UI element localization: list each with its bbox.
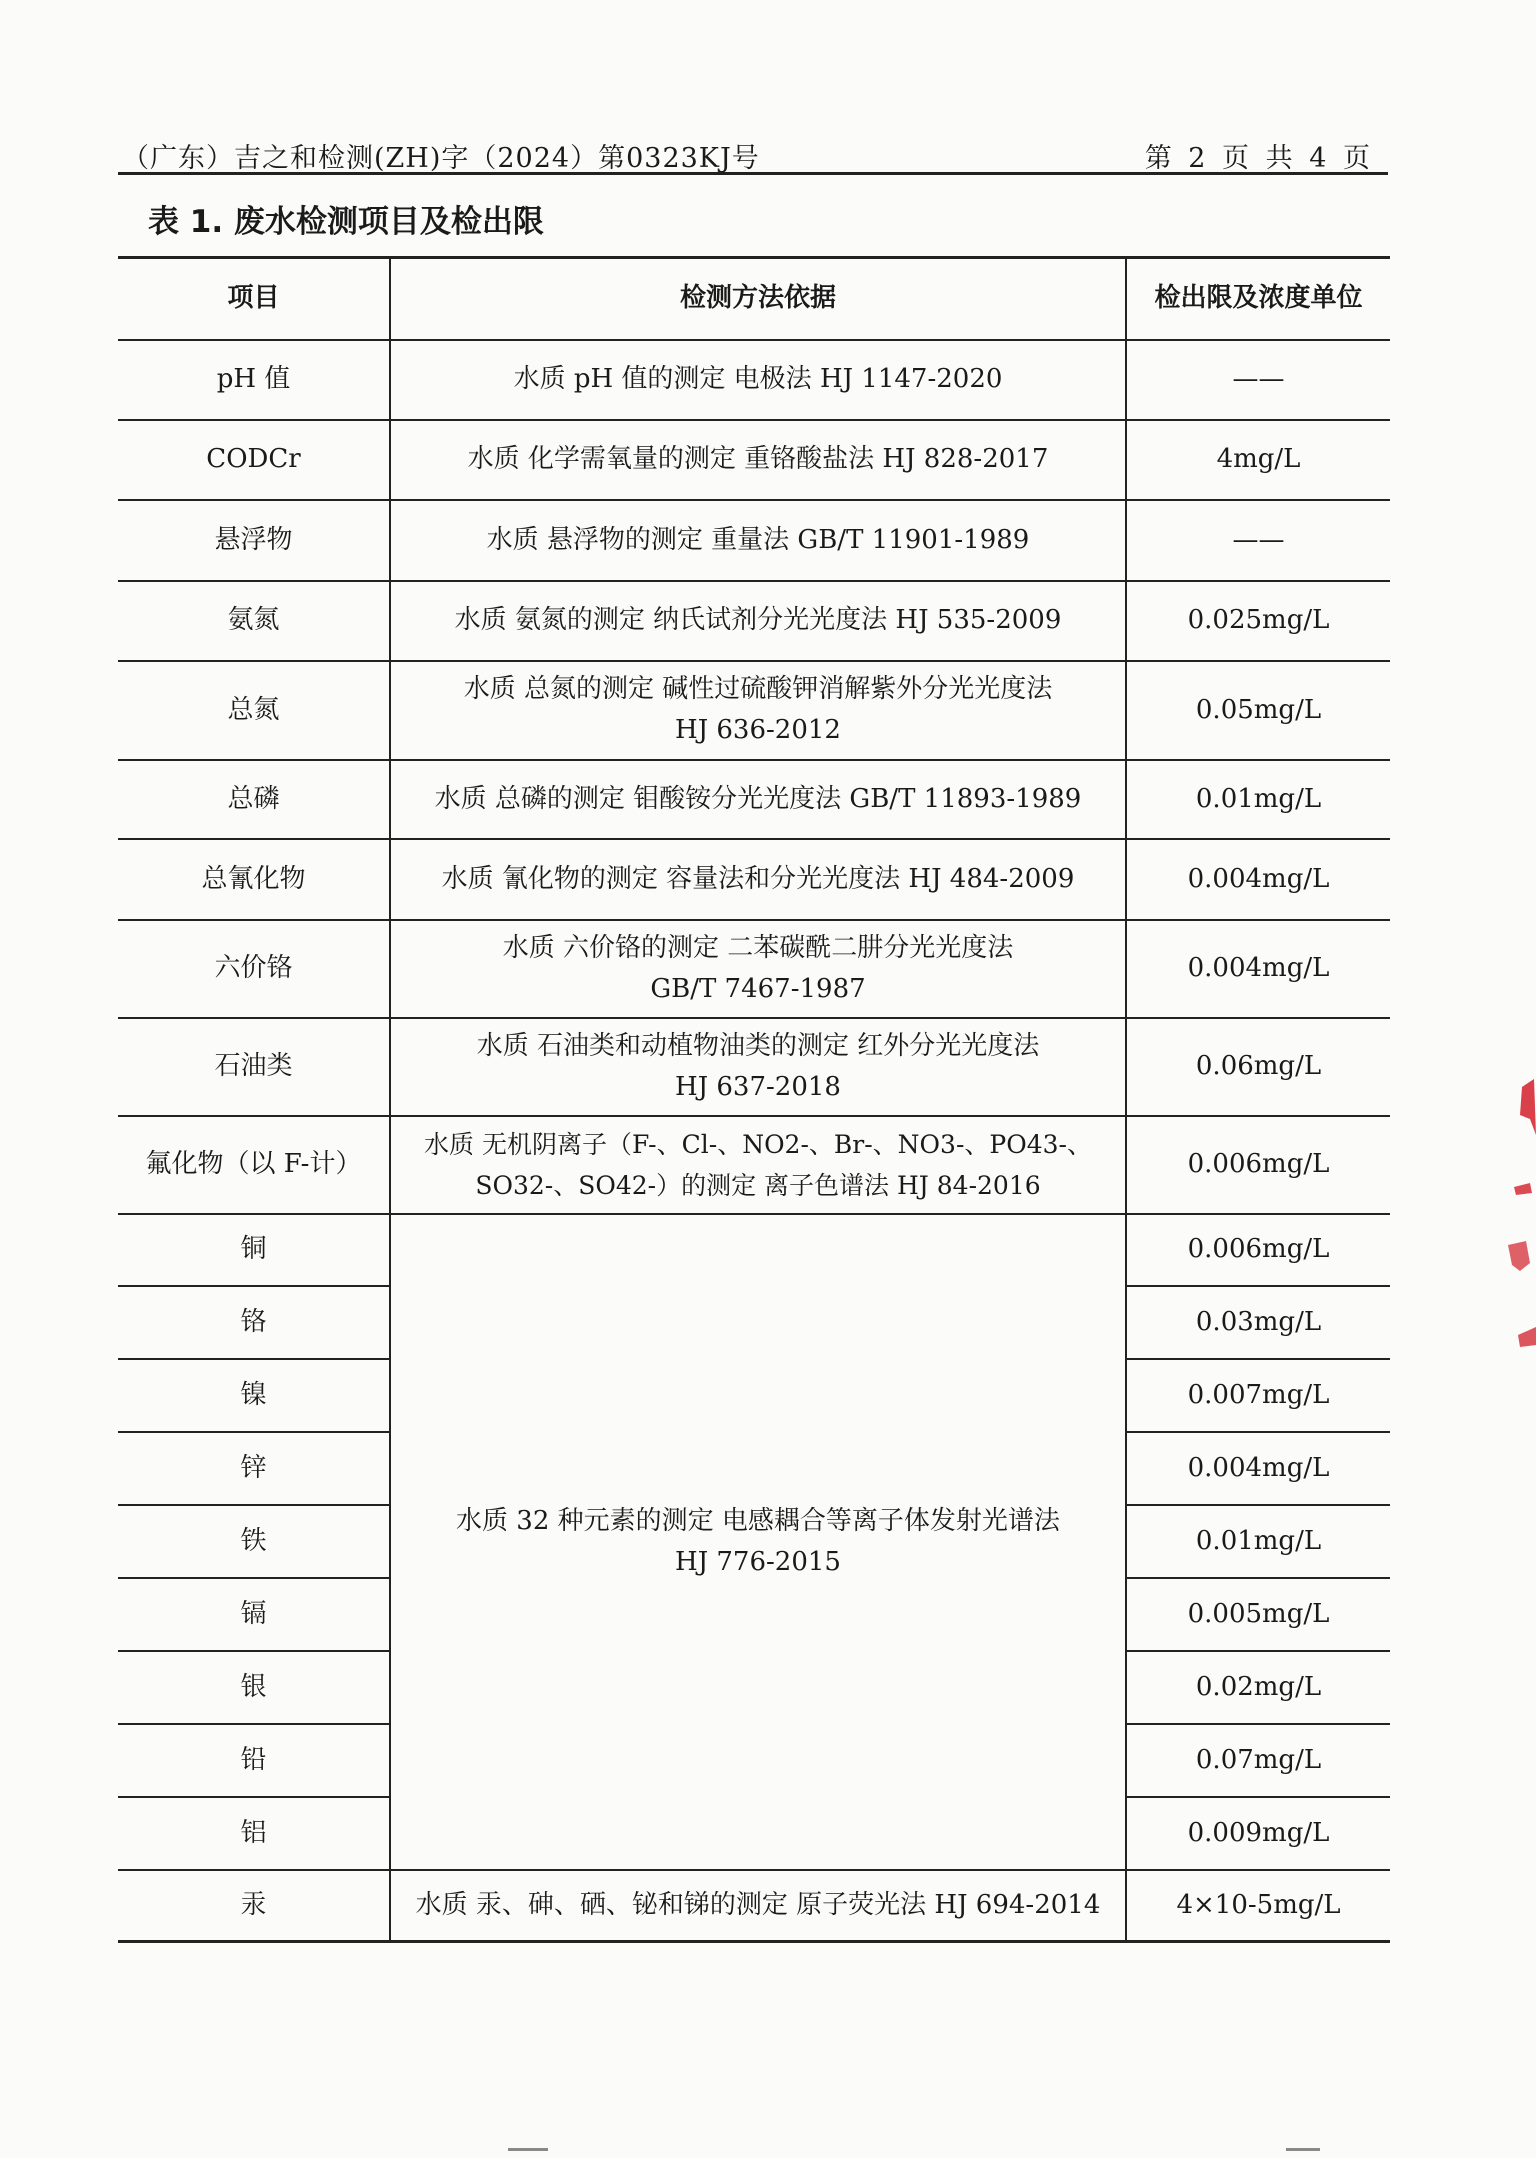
method-line-1: 水质 石油类和动植物油类的测定 红外分光光度法 — [476, 1030, 1040, 1061]
limit-cell: 0.025mg/L — [1126, 581, 1390, 661]
limit-cell: 0.03mg/L — [1126, 1286, 1390, 1359]
header-limit: 检出限及浓度单位 — [1126, 258, 1390, 340]
table-title: 表 1. 废水检测项目及检出限 — [148, 204, 544, 240]
method-line-1: 水质 总氮的测定 碱性过硫酸钾消解紫外分光光度法 — [463, 674, 1053, 704]
header-method: 检测方法依据 — [390, 258, 1126, 340]
table-row — [118, 1214, 1390, 1286]
limit-cell: 0.007mg/L — [1126, 1359, 1390, 1432]
table-row — [118, 340, 1390, 420]
item-cell: 镍 — [118, 1359, 390, 1432]
header-item: 项目 — [118, 258, 390, 340]
item-cell: 六价铬 — [118, 920, 390, 1018]
limit-cell: 0.07mg/L — [1126, 1724, 1390, 1797]
method-cell: 水质 氰化物的测定 容量法和分光光度法 HJ 484-2009 — [390, 839, 1126, 920]
method-line-1: 水质 六价铬的测定 二苯碳酰二肼分光光度法 — [502, 932, 1014, 963]
detection-limit-table — [118, 256, 1390, 1943]
method-cell: 水质 总磷的测定 钼酸铵分光光度法 GB/T 11893-1989 — [390, 760, 1126, 839]
item-cell: 石油类 — [118, 1018, 390, 1116]
item-cell: 氟化物（以 F-计） — [118, 1116, 390, 1214]
table-row — [118, 581, 1390, 661]
table-row — [118, 920, 1390, 1018]
limit-cell: 0.004mg/L — [1126, 1432, 1390, 1505]
method-line-2: GB/T 7467-1987 — [650, 973, 866, 1004]
item-cell: 悬浮物 — [118, 500, 390, 581]
table-row — [118, 1018, 1390, 1116]
item-cell: 银 — [118, 1651, 390, 1724]
limit-cell: —— — [1126, 500, 1390, 581]
limit-cell: 0.05mg/L — [1126, 661, 1390, 760]
table-row — [118, 661, 1390, 760]
codcr-label: CODCr — [206, 444, 301, 474]
method-cell: 水质 汞、砷、硒、铋和锑的测定 原子荧光法 HJ 694-2014 — [390, 1870, 1126, 1942]
item-cell: 铬 — [118, 1286, 390, 1359]
limit-cell: —— — [1126, 340, 1390, 420]
bottom-mark — [508, 2148, 548, 2151]
limit-cell: 0.004mg/L — [1126, 920, 1390, 1018]
method-line-2: HJ 637-2018 — [675, 1071, 841, 1102]
table-row — [118, 1116, 1390, 1214]
item-cell: 铜 — [118, 1214, 390, 1286]
item-cell: 镉 — [118, 1578, 390, 1651]
item-cell — [118, 420, 390, 500]
item-cell: 锌 — [118, 1432, 390, 1505]
limit-cell: 0.01mg/L — [1126, 1505, 1390, 1578]
limit-cell: 0.06mg/L — [1126, 1018, 1390, 1116]
item-cell: 总氮 — [118, 661, 390, 760]
limit-cell: 0.009mg/L — [1126, 1797, 1390, 1870]
limit-cell: 0.02mg/L — [1126, 1651, 1390, 1724]
item-cell: pH 值 — [118, 340, 390, 420]
report-number: （广东）吉之和检测(ZH)字（2024）第0323KJ号 — [122, 143, 760, 174]
method-cell — [390, 1116, 1126, 1214]
method-cell: 水质 悬浮物的测定 重量法 GB/T 11901-1989 — [390, 500, 1126, 581]
limit-cell: 0.006mg/L — [1126, 1116, 1390, 1214]
table-row — [118, 760, 1390, 839]
method-cell — [390, 920, 1126, 1018]
method-cell-metals — [390, 1214, 1126, 1870]
limit-cell: 0.01mg/L — [1126, 760, 1390, 839]
limit-cell: 4×10-5mg/L — [1126, 1870, 1390, 1942]
bottom-mark — [1286, 2148, 1320, 2151]
method-line-2: HJ 776-2015 — [675, 1546, 841, 1577]
method-cell: 水质 pH 值的测定 电极法 HJ 1147-2020 — [390, 340, 1126, 420]
report-header — [118, 136, 1388, 175]
item-cell: 汞 — [118, 1870, 390, 1942]
method-line-1: 水质 无机阴离子（F-、Cl-、NO2-、Br-、NO3-、PO43-、 — [424, 1129, 1092, 1159]
method-line-1: 水质 32 种元素的测定 电感耦合等离子体发射光谱法 — [456, 1505, 1060, 1536]
limit-cell: 0.004mg/L — [1126, 839, 1390, 920]
page-info: 第 2 页 共 4 页 — [1144, 143, 1374, 174]
limit-cell: 0.005mg/L — [1126, 1578, 1390, 1651]
table-header-row — [118, 258, 1390, 340]
item-cell: 铝 — [118, 1797, 390, 1870]
table-row — [118, 1870, 1390, 1942]
item-cell: 总氰化物 — [118, 839, 390, 920]
limit-cell: 0.006mg/L — [1126, 1214, 1390, 1286]
red-seal-stamp-edge — [1500, 1075, 1536, 1355]
table-row — [118, 420, 1390, 500]
limit-cell: 4mg/L — [1126, 420, 1390, 500]
method-line-2: SO32-、SO42-）的测定 离子色谱法 HJ 84-2016 — [475, 1170, 1041, 1200]
method-cell: 水质 化学需氧量的测定 重铬酸盐法 HJ 828-2017 — [390, 420, 1126, 500]
table-row — [118, 500, 1390, 581]
item-cell: 总磷 — [118, 760, 390, 839]
method-line-2: HJ 636-2012 — [675, 715, 841, 745]
method-cell: 水质 氨氮的测定 纳氏试剂分光光度法 HJ 535-2009 — [390, 581, 1126, 661]
table-row — [118, 839, 1390, 920]
method-cell — [390, 661, 1126, 760]
item-cell: 氨氮 — [118, 581, 390, 661]
method-cell — [390, 1018, 1126, 1116]
item-cell: 铅 — [118, 1724, 390, 1797]
item-cell: 铁 — [118, 1505, 390, 1578]
